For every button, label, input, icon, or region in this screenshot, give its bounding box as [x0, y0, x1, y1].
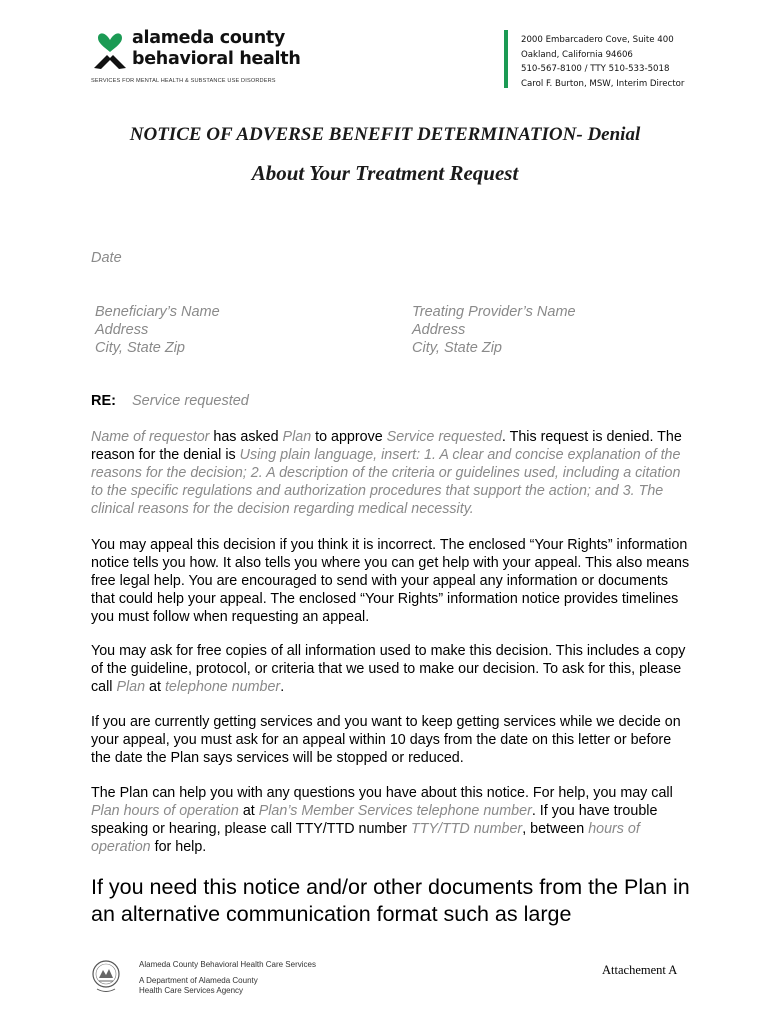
appeal-paragraph: You may appeal this decision if you think it is incorrect. The enclosed “Your Rights” information notice tells you how. It also tells you where you can get help with your appeal. This also means free legal help. You are encouraged to send with your appeal any information or documents that could help your appeal. The enclosed “Your Rights” information notice provides timelines you must follow when requesting an appeal. [91, 537, 690, 625]
beneficiary-city: City, State Zip [95, 340, 185, 356]
county-seal-icon [90, 956, 122, 996]
footer-dept-line-2: Health Care Services Agency [139, 986, 244, 995]
reason-placeholder: Using plain language, insert: 1. A clear and concise explanation of the reasons for the decision; 2. A description of the criteria or guidelines used, including a citation to the specific regulations and authorization procedures that support the action; and 3. The clinical reasons for the decision regarding medical necessity. [91, 446, 681, 517]
denial-paragraph [91, 429, 691, 519]
text: , between [522, 820, 589, 837]
requestor-placeholder: Name of requestor [91, 429, 210, 445]
beneficiary-address: Address [95, 322, 149, 338]
agency-address [521, 33, 684, 91]
logo-line-2: behavioral health [132, 49, 301, 69]
free-copies-paragraph [91, 643, 691, 697]
provider-name: Treating Provider’s Name [412, 304, 576, 320]
alternative-format-notice: If you need this notice and/or other documents from the Plan in an alternative communication format such as large [91, 875, 690, 926]
continue-services-paragraph: If you are currently getting services and you want to keep getting services while we decide on your appeal, you must ask for an appeal within 10 days from the date on this letter or before the date the Plan says services will be stopped or reduced. [91, 714, 681, 766]
logo-line-1: alameda county [132, 28, 286, 48]
service-placeholder: Service requested [386, 429, 502, 445]
text: at [145, 678, 165, 695]
footer-org-name: Alameda County Behavioral Health Care Services [139, 960, 316, 969]
text: You may ask for free copies of all information used to make this decision. This includes a copy of the guideline, protocol, or criteria that we used to make our decision. To ask for this, please call [91, 643, 686, 695]
plan-placeholder: Plan [116, 678, 146, 695]
address-line-1: 2000 Embarcadero Cove, Suite 400 [521, 35, 674, 45]
attachment-label: Attachement A [602, 963, 678, 977]
hours-placeholder-2: hours of operation [91, 820, 640, 855]
heart-people-logo-icon [90, 28, 130, 72]
text: has asked [209, 429, 283, 445]
phone-placeholder: telephone number [164, 678, 281, 695]
provider-city: City, State Zip [412, 340, 502, 356]
beneficiary-address-block [95, 303, 220, 357]
text: . This request is denied. The reason for the denial is [91, 429, 682, 463]
address-line-3: 510-567-8100 / TTY 510-533-5018 [521, 64, 670, 74]
notice-subtitle: About Your Treatment Request [251, 161, 519, 185]
address-line-2: Oakland, California 94606 [521, 49, 633, 60]
text: to approve [311, 429, 387, 445]
notice-title: NOTICE OF ADVERSE BENEFIT DETERMINATION- Denial [129, 124, 641, 145]
footer-org [139, 960, 316, 997]
provider-address: Address [412, 322, 466, 338]
text: The Plan can help you with any questions you have about this notice. For help, you may call [91, 785, 673, 801]
agency-logo [90, 26, 310, 88]
plan-placeholder: Plan [282, 429, 312, 445]
header-divider [504, 30, 508, 88]
text: at [238, 802, 259, 819]
text: for help. [150, 838, 207, 855]
beneficiary-name: Beneficiary’s Name [95, 304, 220, 320]
logo-tagline: SERVICES FOR MENTAL HEALTH & SUBSTANCE USE DISORDERS [91, 78, 276, 84]
text: . If you have trouble speaking or hearing, please call TTY/TTD number [91, 802, 658, 837]
provider-address-block [412, 303, 576, 357]
help-paragraph [91, 785, 691, 857]
hours-placeholder: Plan hours of operation [91, 802, 239, 819]
address-line-4: Carol F. Burton, MSW, Interim Director [521, 78, 685, 89]
re-service: Service requested [131, 393, 249, 409]
re-label: RE: [91, 393, 116, 409]
member-phone-placeholder: Plan’s Member Services telephone number [258, 802, 532, 819]
footer-dept-line-1: A Department of Alameda County [139, 975, 258, 985]
date-placeholder: Date [91, 250, 122, 266]
text: . [280, 678, 285, 695]
tty-placeholder: TTY/TTD number [410, 820, 523, 837]
logo-wordmark [132, 28, 300, 70]
re-line [91, 393, 249, 409]
